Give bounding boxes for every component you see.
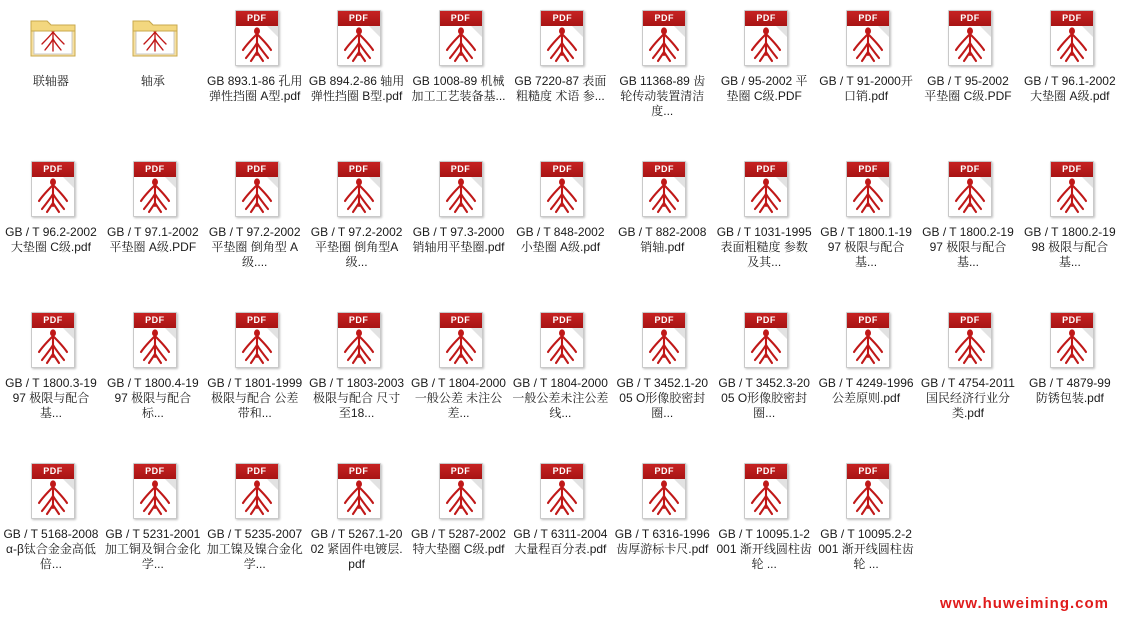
icon-wrapper <box>634 8 690 70</box>
pdf-badge-label: PDF <box>552 13 573 23</box>
acrobat-glyph-icon <box>745 478 787 518</box>
file-label: GB / T 95-2002 平垫圈 C级.PDF <box>924 74 1012 103</box>
pdf-file-icon <box>846 463 890 519</box>
pdf-file-icon <box>948 161 992 217</box>
file-label: GB / T 6316-1996 齿厚游标卡尺.pdf <box>614 527 710 556</box>
pdf-file-icon <box>744 463 788 519</box>
folder-icon <box>29 12 77 60</box>
icon-wrapper <box>940 159 996 221</box>
file-label: GB / T 5235-2007 加工镍及镍合金化学... <box>206 527 303 571</box>
pdf-file-icon <box>642 161 686 217</box>
file-label: GB / T 97.3-2000 销轴用平垫圈.pdf <box>412 225 505 254</box>
file-item[interactable] <box>306 4 408 155</box>
acrobat-glyph-icon <box>134 327 176 367</box>
pdf-file-icon <box>540 10 584 66</box>
acrobat-glyph-icon <box>541 176 583 216</box>
icon-wrapper <box>634 159 690 221</box>
file-item[interactable] <box>408 4 510 155</box>
pdf-file-icon <box>642 10 686 66</box>
icon-wrapper <box>1042 159 1098 221</box>
acrobat-glyph-icon <box>541 478 583 518</box>
file-item[interactable] <box>306 306 408 457</box>
pdf-badge <box>338 11 380 26</box>
pdf-file-icon <box>846 312 890 368</box>
file-item[interactable] <box>611 457 713 608</box>
pdf-badge-label: PDF <box>348 13 369 23</box>
pdf-badge-label: PDF <box>552 164 573 174</box>
pdf-badge-label: PDF <box>960 164 980 174</box>
pdf-file-icon <box>235 463 279 519</box>
pdf-file-icon <box>439 10 483 66</box>
icon-wrapper <box>329 461 385 523</box>
acrobat-glyph-icon <box>949 327 991 367</box>
pdf-file-icon <box>642 312 686 368</box>
pdf-badge-label: PDF <box>654 164 675 174</box>
folder-item[interactable] <box>102 4 204 155</box>
pdf-badge <box>541 313 583 328</box>
file-item[interactable] <box>509 155 611 306</box>
pdf-badge <box>1051 11 1093 26</box>
pdf-badge-label: PDF <box>756 466 776 476</box>
acrobat-glyph-icon <box>338 327 380 367</box>
pdf-badge <box>745 11 787 26</box>
file-item[interactable] <box>509 457 611 608</box>
pdf-badge <box>134 162 176 177</box>
acrobat-glyph-icon <box>134 176 176 216</box>
pdf-file-icon <box>948 10 992 66</box>
pdf-badge-label: PDF <box>450 164 471 174</box>
icon-wrapper <box>736 310 792 372</box>
watermark: www.huweiming.com <box>940 595 1109 612</box>
icon-wrapper <box>431 8 487 70</box>
acrobat-glyph-icon <box>643 25 685 65</box>
file-label: GB / T 4879-99 防锈包装.pdf <box>1029 376 1111 405</box>
icon-wrapper <box>736 159 792 221</box>
file-label: GB / T 1800.2-1998 极限与配合 基... <box>1024 225 1116 269</box>
pdf-file-icon <box>642 463 686 519</box>
acrobat-glyph-icon <box>236 478 278 518</box>
icon-wrapper <box>532 159 588 221</box>
file-item[interactable] <box>815 306 917 457</box>
file-label: GB 893.1-86 孔用弹性挡圈 A型.pdf <box>207 74 303 103</box>
pdf-badge-label: PDF <box>654 315 675 325</box>
file-label: GB 894.2-86 轴用弹性挡圈 B型.pdf <box>308 74 405 103</box>
pdf-badge <box>745 162 787 177</box>
pdf-badge <box>1051 162 1093 177</box>
pdf-file-icon <box>846 161 890 217</box>
pdf-file-icon <box>948 312 992 368</box>
file-item[interactable] <box>204 155 306 306</box>
pdf-badge <box>541 162 583 177</box>
file-item[interactable] <box>1019 4 1121 155</box>
file-item[interactable] <box>917 4 1019 155</box>
acrobat-glyph-icon <box>338 478 380 518</box>
pdf-badge <box>847 162 889 177</box>
file-label: GB / 95-2002 平垫圈 C级.PDF <box>720 74 808 103</box>
file-label: GB / T 5231-2001 加工铜及铜合金化学... <box>104 527 201 571</box>
icon-wrapper <box>838 159 894 221</box>
acrobat-glyph-icon <box>236 25 278 65</box>
file-item[interactable] <box>306 155 408 306</box>
file-item[interactable] <box>611 155 713 306</box>
pdf-file-icon <box>439 161 483 217</box>
file-item[interactable] <box>917 155 1019 306</box>
acrobat-glyph-icon <box>949 25 991 65</box>
pdf-file-icon <box>744 161 788 217</box>
pdf-badge-label: PDF <box>1062 13 1082 23</box>
file-label: GB / T 1031-1995 表面粗糙度 参数及其... <box>716 225 812 269</box>
pdf-file-icon <box>133 463 177 519</box>
pdf-file-icon <box>744 10 788 66</box>
icon-wrapper <box>227 159 283 221</box>
pdf-file-icon <box>1050 10 1094 66</box>
acrobat-glyph-icon <box>134 478 176 518</box>
pdf-badge-label: PDF <box>450 13 471 23</box>
icon-wrapper <box>227 461 283 523</box>
acrobat-glyph-icon <box>32 176 74 216</box>
pdf-badge <box>745 313 787 328</box>
acrobat-glyph-icon <box>541 327 583 367</box>
pdf-badge <box>745 464 787 479</box>
file-label: GB / T 10095.1-2001 渐开线圆柱齿轮 ... <box>716 527 812 571</box>
file-item[interactable] <box>1019 306 1121 457</box>
file-item[interactable] <box>102 457 204 608</box>
pdf-file-icon <box>744 312 788 368</box>
pdf-badge <box>541 464 583 479</box>
file-item[interactable] <box>0 457 102 608</box>
file-label: GB / T 91-2000开口销.pdf <box>819 74 913 103</box>
pdf-file-icon <box>439 312 483 368</box>
file-label: GB 1008-89 机械加工工艺装备基... <box>411 74 506 103</box>
file-item[interactable] <box>408 306 510 457</box>
pdf-badge-label: PDF <box>858 164 878 174</box>
pdf-badge-label: PDF <box>960 13 980 23</box>
icon-wrapper <box>838 461 894 523</box>
file-item[interactable] <box>917 306 1019 457</box>
pdf-badge-label: PDF <box>1062 164 1082 174</box>
icon-wrapper <box>736 461 792 523</box>
file-label: GB / T 5287-2002 特大垫圈 C级.pdf <box>411 527 506 556</box>
acrobat-glyph-icon <box>440 176 482 216</box>
pdf-badge <box>643 162 685 177</box>
file-item[interactable] <box>611 306 713 457</box>
icon-wrapper <box>634 461 690 523</box>
acrobat-glyph-icon <box>236 327 278 367</box>
pdf-file-icon <box>133 312 177 368</box>
icon-wrapper <box>431 310 487 372</box>
acrobat-glyph-icon <box>440 327 482 367</box>
pdf-badge <box>134 313 176 328</box>
icon-wrapper <box>23 461 79 523</box>
pdf-file-icon <box>31 312 75 368</box>
pdf-file-icon <box>439 463 483 519</box>
pdf-badge-label: PDF <box>552 466 573 476</box>
file-label: GB / T 848-2002 小垫圈 A级.pdf <box>516 225 605 254</box>
acrobat-glyph-icon <box>1051 25 1093 65</box>
file-item[interactable] <box>815 155 917 306</box>
file-label: GB / T 97.2-2002 平垫圈 倒角型 A级.... <box>208 225 301 269</box>
file-label: GB / T 97.1-2002 平垫圈 A级.PDF <box>107 225 199 254</box>
pdf-badge <box>949 162 991 177</box>
pdf-badge-label: PDF <box>145 315 165 325</box>
pdf-file-icon <box>540 312 584 368</box>
pdf-badge <box>847 313 889 328</box>
folder-icon <box>131 12 179 60</box>
acrobat-glyph-icon <box>32 327 74 367</box>
pdf-file-icon <box>1050 161 1094 217</box>
file-label: GB / T 96.1-2002 大垫圈 A级.pdf <box>1024 74 1116 103</box>
pdf-badge <box>338 313 380 328</box>
file-item[interactable] <box>509 4 611 155</box>
acrobat-glyph-icon <box>745 25 787 65</box>
file-item[interactable] <box>102 155 204 306</box>
pdf-badge <box>440 313 482 328</box>
pdf-badge <box>338 464 380 479</box>
file-item[interactable] <box>0 155 102 306</box>
icon-wrapper <box>736 8 792 70</box>
pdf-badge-label: PDF <box>43 466 63 476</box>
file-item[interactable] <box>713 306 815 457</box>
file-item[interactable] <box>204 306 306 457</box>
icon-wrapper <box>1042 8 1098 70</box>
acrobat-glyph-icon <box>643 478 685 518</box>
icon-wrapper <box>431 461 487 523</box>
icon-wrapper <box>532 310 588 372</box>
icon-wrapper <box>227 8 283 70</box>
file-label: GB / T 1800.4-1997 极限与配合 标... <box>107 376 199 420</box>
acrobat-glyph-icon <box>541 25 583 65</box>
file-item[interactable] <box>509 306 611 457</box>
acrobat-glyph-icon <box>643 176 685 216</box>
pdf-file-icon <box>337 312 381 368</box>
pdf-file-icon <box>1050 312 1094 368</box>
acrobat-glyph-icon <box>847 327 889 367</box>
pdf-file-icon <box>235 161 279 217</box>
pdf-badge <box>236 464 278 479</box>
file-label: 轴承 <box>140 74 165 88</box>
icon-wrapper <box>431 159 487 221</box>
pdf-badge <box>32 162 74 177</box>
pdf-badge <box>949 313 991 328</box>
acrobat-glyph-icon <box>745 176 787 216</box>
pdf-badge <box>32 464 74 479</box>
icon-wrapper <box>329 310 385 372</box>
pdf-file-icon <box>337 161 381 217</box>
file-label: GB / T 1804-2000 一般公差 未注公差... <box>411 376 506 420</box>
pdf-badge-label: PDF <box>450 315 471 325</box>
file-label: GB 11368-89 齿轮传动装置清洁度... <box>619 74 706 118</box>
icon-wrapper <box>940 310 996 372</box>
pdf-file-icon <box>540 161 584 217</box>
pdf-badge <box>949 11 991 26</box>
file-label: GB / T 1804-2000 一般公差未注公差线... <box>512 376 609 420</box>
file-label: GB / T 97.2-2002 平垫圈 倒角型A级... <box>310 225 403 269</box>
pdf-badge-label: PDF <box>654 13 675 23</box>
file-label: GB / T 1801-1999 极限与配合 公差带和... <box>207 376 303 420</box>
file-label: GB / T 4249-1996 公差原则.pdf <box>818 376 914 405</box>
icon-wrapper <box>23 310 79 372</box>
pdf-badge-label: PDF <box>450 466 471 476</box>
icon-wrapper <box>125 8 181 70</box>
pdf-badge <box>643 313 685 328</box>
pdf-badge-label: PDF <box>960 315 980 325</box>
file-item[interactable] <box>306 457 408 608</box>
pdf-badge <box>541 11 583 26</box>
file-item[interactable] <box>611 4 713 155</box>
acrobat-glyph-icon <box>847 176 889 216</box>
file-label: GB / T 4754-2011 国民经济行业分类.pdf <box>920 376 1015 420</box>
file-item[interactable] <box>204 4 306 155</box>
pdf-badge <box>236 313 278 328</box>
pdf-file-icon <box>133 161 177 217</box>
pdf-badge-label: PDF <box>858 466 878 476</box>
pdf-file-icon <box>337 10 381 66</box>
file-item[interactable] <box>0 306 102 457</box>
icon-wrapper <box>838 8 894 70</box>
file-item[interactable] <box>1019 155 1121 306</box>
pdf-file-icon <box>31 161 75 217</box>
pdf-badge-label: PDF <box>756 164 776 174</box>
icon-wrapper <box>532 8 588 70</box>
acrobat-glyph-icon <box>949 176 991 216</box>
pdf-badge <box>440 162 482 177</box>
file-label: GB / T 1800.2-1997 极限与配合 基... <box>922 225 1014 269</box>
acrobat-glyph-icon <box>32 478 74 518</box>
pdf-badge-label: PDF <box>246 13 267 23</box>
file-item[interactable] <box>713 4 815 155</box>
icon-wrapper <box>940 8 996 70</box>
pdf-file-icon <box>337 463 381 519</box>
file-item[interactable] <box>713 155 815 306</box>
pdf-badge-label: PDF <box>348 164 369 174</box>
file-label: GB / T 5168-2008 α-β钛合金金高低倍... <box>3 527 99 571</box>
pdf-badge-label: PDF <box>246 315 267 325</box>
pdf-badge-label: PDF <box>43 164 63 174</box>
pdf-badge-label: PDF <box>348 315 369 325</box>
pdf-badge <box>338 162 380 177</box>
icon-wrapper <box>227 310 283 372</box>
acrobat-glyph-icon <box>1051 327 1093 367</box>
acrobat-glyph-icon <box>847 478 889 518</box>
pdf-badge <box>32 313 74 328</box>
icon-wrapper <box>125 310 181 372</box>
pdf-file-icon <box>31 463 75 519</box>
icon-wrapper <box>329 159 385 221</box>
file-label: 联轴器 <box>32 74 69 88</box>
file-label: GB 7220-87 表面粗糙度 术语 参... <box>514 74 607 103</box>
acrobat-glyph-icon <box>745 327 787 367</box>
icon-wrapper <box>329 8 385 70</box>
acrobat-glyph-icon <box>847 25 889 65</box>
folder-item[interactable] <box>0 4 102 155</box>
pdf-badge <box>847 11 889 26</box>
icon-wrapper <box>125 159 181 221</box>
file-label: GB / T 5267.1-2002 紧固件电镀层.pdf <box>310 527 403 571</box>
file-label: GB / T 3452.3-2005 O形像胶密封圈... <box>718 376 810 420</box>
pdf-badge <box>440 464 482 479</box>
pdf-badge-label: PDF <box>1062 315 1082 325</box>
pdf-badge-label: PDF <box>756 315 776 325</box>
pdf-badge <box>440 11 482 26</box>
acrobat-glyph-icon <box>440 478 482 518</box>
file-label: GB / T 3452.1-2005 O形像胶密封圈... <box>616 376 709 420</box>
pdf-badge-label: PDF <box>246 164 267 174</box>
acrobat-glyph-icon <box>1051 176 1093 216</box>
pdf-badge-label: PDF <box>858 315 878 325</box>
pdf-badge <box>847 464 889 479</box>
file-item[interactable] <box>408 155 510 306</box>
file-label: GB / T 1800.3-1997 极限与配合 基... <box>5 376 97 420</box>
file-item[interactable] <box>408 457 510 608</box>
acrobat-glyph-icon <box>440 25 482 65</box>
pdf-badge <box>236 11 278 26</box>
pdf-badge-label: PDF <box>756 13 776 23</box>
pdf-badge-label: PDF <box>552 315 573 325</box>
acrobat-glyph-icon <box>643 327 685 367</box>
file-label: GB / T 6311-2004 大量程百分表.pdf <box>513 527 608 556</box>
file-item[interactable] <box>102 306 204 457</box>
icon-wrapper <box>634 310 690 372</box>
pdf-badge-label: PDF <box>145 164 165 174</box>
icon-wrapper <box>532 461 588 523</box>
pdf-file-icon <box>235 312 279 368</box>
acrobat-glyph-icon <box>338 25 380 65</box>
file-label: GB / T 1800.1-1997 极限与配合 基... <box>820 225 912 269</box>
icon-wrapper <box>1042 310 1098 372</box>
file-label: GB / T 1803-2003 极限与配合 尺寸至18... <box>309 376 405 420</box>
acrobat-glyph-icon <box>236 176 278 216</box>
file-label: GB / T 96.2-2002 大垫圈 C级.pdf <box>5 225 97 254</box>
pdf-badge-label: PDF <box>246 466 267 476</box>
icon-wrapper <box>23 8 79 70</box>
pdf-badge-label: PDF <box>348 466 369 476</box>
pdf-badge-label: PDF <box>43 315 63 325</box>
pdf-badge-label: PDF <box>654 466 675 476</box>
acrobat-glyph-icon <box>338 176 380 216</box>
pdf-badge <box>236 162 278 177</box>
file-item[interactable] <box>204 457 306 608</box>
pdf-badge-label: PDF <box>858 13 878 23</box>
pdf-file-icon <box>540 463 584 519</box>
file-item[interactable] <box>815 457 917 608</box>
file-label: GB / T 882-2008 销轴.pdf <box>618 225 707 254</box>
icon-wrapper <box>838 310 894 372</box>
pdf-badge <box>1051 313 1093 328</box>
file-item[interactable] <box>815 4 917 155</box>
icon-wrapper <box>125 461 181 523</box>
pdf-badge <box>643 11 685 26</box>
file-label: GB / T 10095.2-2001 渐开线圆柱齿轮 ... <box>818 527 914 571</box>
pdf-badge <box>134 464 176 479</box>
icon-wrapper <box>23 159 79 221</box>
file-item[interactable] <box>713 457 815 608</box>
pdf-badge-label: PDF <box>145 466 165 476</box>
pdf-badge <box>643 464 685 479</box>
pdf-file-icon <box>846 10 890 66</box>
pdf-file-icon <box>235 10 279 66</box>
